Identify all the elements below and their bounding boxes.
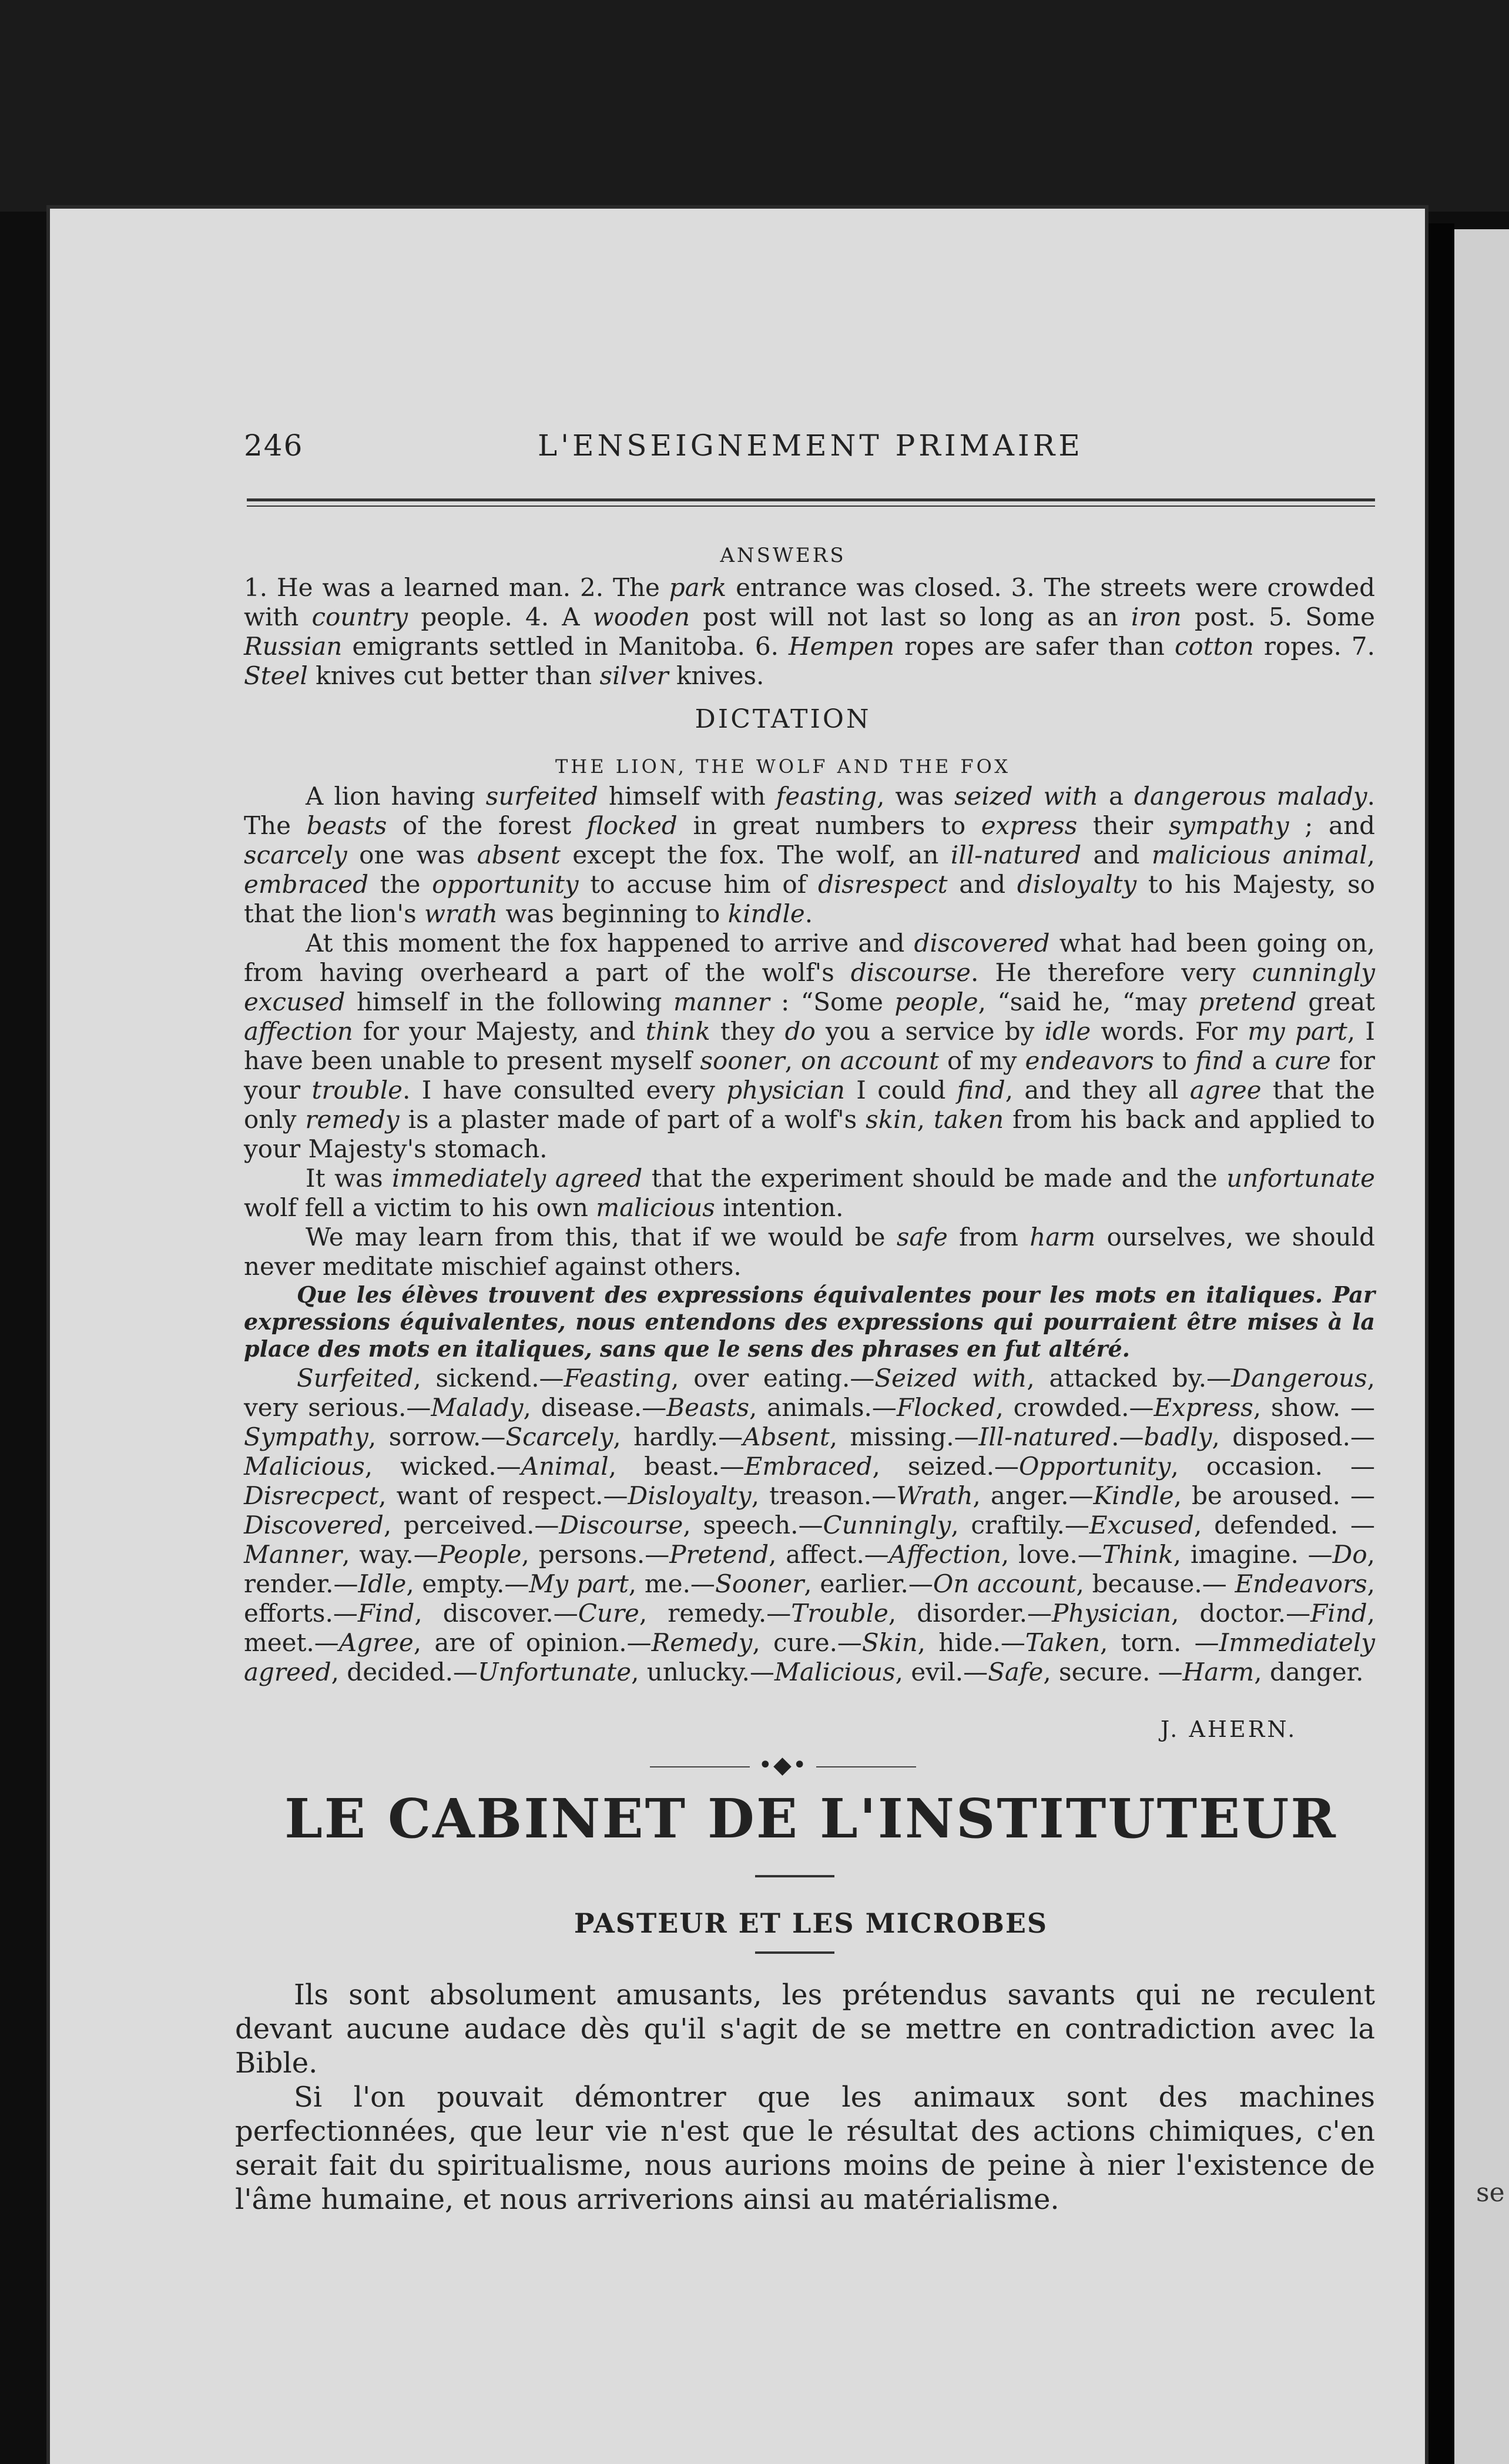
story-title: THE LION, THE WOLF AND THE FOX [555, 755, 1011, 778]
section-title: LE CABINET DE L'INSTITUTEUR [284, 1787, 1337, 1850]
page-header [191, 420, 1375, 461]
header-rule [247, 498, 1375, 507]
dictation-heading: DICTATION [695, 704, 871, 734]
article-paragraph: Ils sont absolument amusants, les prétendus savants qui ne reculent devant aucune audace dès qu'il s'agit de se mettre en contradiction avec la Bible. [235, 1978, 1375, 2080]
adjacent-page-edge [1454, 229, 1509, 2464]
story-paragraph: A lion having surfeited himself with feasting, was seized with a dangerous malady. The beasts of the forest flocked in great numbers to express their sympathy ; and scarcely one was absent except the fox. The wolf, an ill-natured and malicious animal, embraced the opportunity to accuse him of disrespect and disloyalty to his Majesty, so that the lion's wrath was beginning to kindle. [244, 782, 1376, 928]
answers-heading: ANSWERS [720, 544, 846, 567]
glossary-text: Surfeited, sickend.—Feasting, over eating.—Seized with, attacked by.—Dangerous, very serious.—Malady, disease.—Beasts, animals.—Flocked, crowded.—Express, show. —Sympathy, sorrow.—Scarcely, hardly.—Absent, missing.—Ill-natured.—badly, disposed.—Malicious, wicked.—Animal, beast.—Embraced, seized.—Opportunity, occasion. —Disrecpect, want of respect.—Disloyalty, treason.—Wrath, anger.—Kindle, be aroused. —Discovered, perceived.—Discourse, speech.—Cunningly, craftily.—Excused, defended. —Manner, way.—People, persons.—Pretend, affect.—Affection, love.—Think, imagine. —Do, render.—Idle, empty.—My part, me.—Sooner, earlier.—On account, because.— Endeavors, efforts.—Find, discover.—Cure, remedy.—Trouble, disorder.—Physician, doctor.—Find, meet.—Agree, are of opinion.—Remedy, cure.—Skin, hide.—Taken, torn. —Immediately agreed, decided.—Unfortunate, unlucky.—Malicious, evil.—Safe, secure. —Harm, danger. [244, 1364, 1376, 1686]
page-number: 246 [244, 428, 304, 463]
article-body [235, 1978, 1375, 2217]
scan-background [0, 0, 1509, 212]
running-title: L'ENSEIGNEMENT PRIMAIRE [538, 428, 1084, 463]
author-signature: J. AHERN. [1161, 1716, 1297, 1742]
story-paragraph: It was immediately agreed that the experiment should be made and the unfortunate wolf fell a victim to his own malicious intention. [244, 1164, 1375, 1222]
ornament-glyph: •◆• [758, 1752, 808, 1779]
section-ornament [191, 1752, 1375, 1779]
story-paragraph: At this moment the fox happened to arrive and discovered what had been going on, from having overheard a part of the wolf's discourse. He therefore very cunningly excused himself in the following manner : “Some people, “said he, “may pretend great affection for your Majesty, and think they do you a service by idle words. For my part, I have been unable to present myself sooner, on account of my endeavors to find a cure for your trouble. I have consulted every physician I could find, and they all agree that the only remedy is a plaster made of part of a wolf's skin, taken from his back and applied to your Majesty's stomach. [244, 929, 1375, 1163]
article-title: PASTEUR ET LES MICROBES [574, 1907, 1048, 1939]
exercise-instructions: Que les élèves trouvent des expressions équivalentes pour les mots en italiques. Par expressions équivalentes, nous entendons des expressions qui pourraient être mises à la place des mots en italiques, sans que le sens des phrases en fut altéré. [244, 1281, 1375, 1362]
dictation-story [244, 782, 1375, 1281]
ornament-line [816, 1766, 916, 1767]
book-gutter [1425, 223, 1454, 2464]
adjacent-page-text: se [1476, 2178, 1505, 2208]
answers-text: 1. He was a learned man. 2. The park entrance was closed. 3. The streets were crowded with country people. 4. A wooden post will not last so long as an iron post. 5. Some Russian emigrants settled in Manitoba. 6. Hempen ropes are safer than cotton ropes. 7. Steel knives cut better than silver knives. [244, 573, 1376, 690]
title-rule-top [755, 1875, 834, 1877]
title-rule-bottom [755, 1951, 834, 1954]
ornament-line [650, 1766, 750, 1767]
story-paragraph: We may learn from this, that if we would be safe from harm ourselves, we should never meditate mischief against others. [244, 1223, 1376, 1281]
article-paragraph: Si l'on pouvait démontrer que les animaux sont des machines perfectionnées, que leur vie n'est que le résultat des actions chimiques, c'en serait fait du spiritualisme, nous aurions moins de peine à nier l'existence de l'âme humaine, et nous arriverions ainsi au matérialisme. [235, 2081, 1375, 2216]
